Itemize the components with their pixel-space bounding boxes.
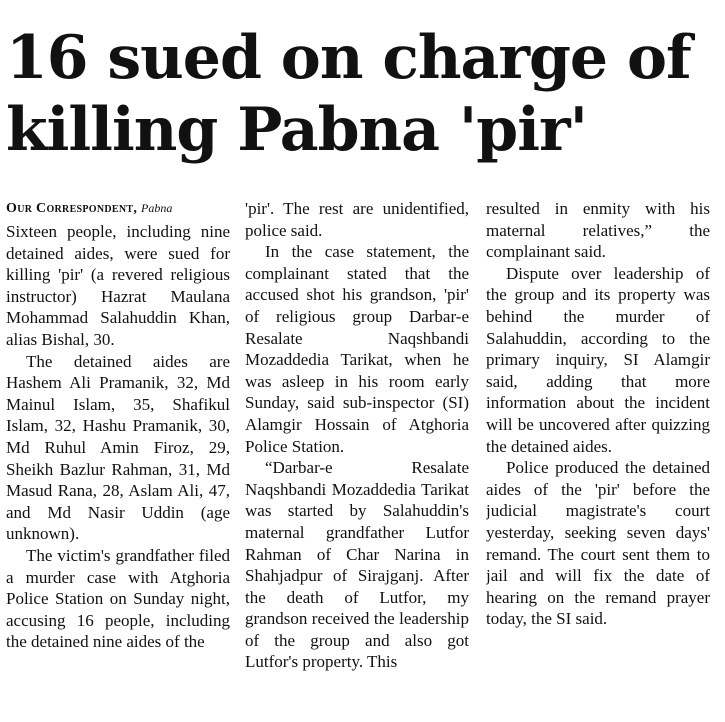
byline-author: Our Correspondent, (6, 201, 138, 216)
paragraph: 'pir'. The rest are unidentified, police said. (245, 199, 469, 240)
column-3 (486, 198, 710, 722)
paragraph: The victim's grandfather filed a murder case with Atghoria Police Station on Sunday night, accusing 16 people, including the detained nine aides of the (6, 545, 230, 652)
paragraph: resulted in enmity with his maternal relatives,” the complainant said. (486, 199, 710, 262)
paragraph: “Darbar-e Resalate Naqshbandi Mozaddedia Tarikat was started by Salahuddin's maternal grandfather Lutfor Rahman of Char Narina in Shahjadpur of Sirajganj. After the death of Lutfor, my grandson received the leadership of the group and also got Lutfor's property. This (245, 458, 469, 672)
paragraph: Sixteen people, including nine detained aides, were sued for killing 'pir' (a revered religious instructor) Hazrat Maulana Mohammad Salahuddin Khan, alias Bishal, 30. (6, 222, 230, 349)
byline-location: Pabna (141, 201, 173, 215)
paragraph: The detained aides are Hashem Ali Pramanik, 32, Md Mainul Islam, 35, Shafikul Islam, 32, Hashu Pramanik, 30, Md Ruhul Amin Firoz, 29, Sheikh Bazlur Rahman, 31, Md Masud Rana, 28, Aslam Ali, 47, and Md Nasir Uddin (age unknown). (6, 351, 230, 544)
column-2 (245, 198, 469, 722)
article-body (6, 198, 718, 722)
column-1 (6, 198, 230, 722)
paragraph: Police produced the detained aides of the 'pir' before the judicial magistrate's court yesterday, seeking seven days' remand. The court sent them to jail and will fix the date of hearing on the remand prayer today, the SI said. (486, 458, 710, 629)
headline (6, 22, 718, 166)
headline-line-2: killing Pabna 'pir' (6, 95, 588, 165)
byline (6, 198, 230, 219)
paragraph: In the case statement, the complainant stated that the accused shot his grandson, 'pir' of religious group Darbar-e Resalate Naqshbandi Mozaddedia Tarikat, when he was asleep in his room early Sunday, said sub-inspector (SI) Alamgir Hossain of Atghoria Police Station. (245, 242, 469, 456)
paragraph: Dispute over leadership of the group and its property was behind the murder of Salahuddin, according to the primary inquiry, SI Alamgir said, adding that more information about the incident will be uncovered after quizzing the detained aides. (486, 263, 710, 456)
headline-line-1: 16 sued on charge of (6, 23, 691, 93)
